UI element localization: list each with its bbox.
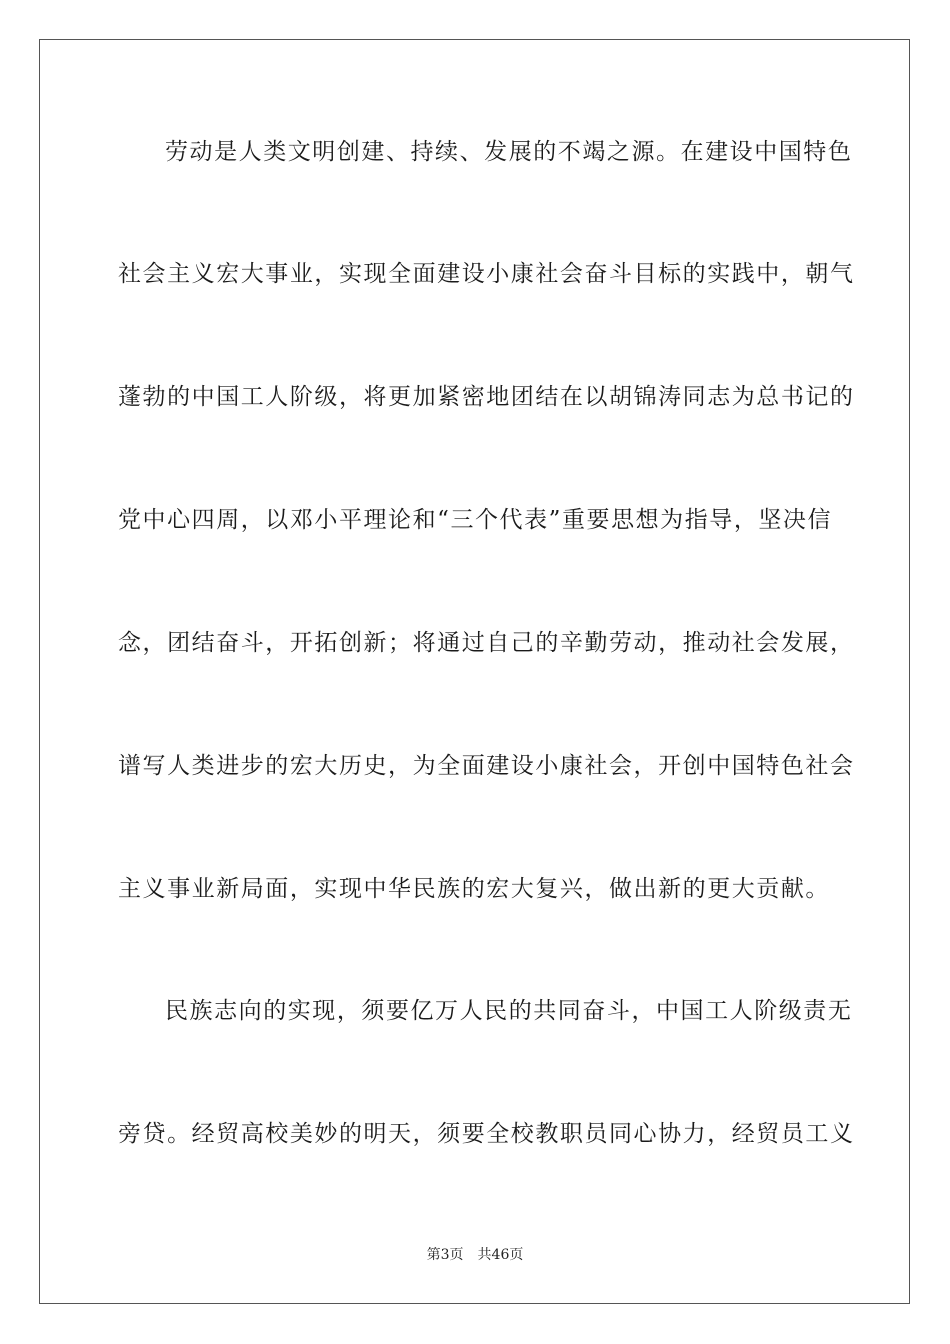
paragraph-1-line-5: 念，团结奋斗，开拓创新；将通过自己的辛勤劳动，推动社会发展， — [118, 630, 855, 656]
paragraph-1-line-2: 社会主义宏大事业，实现全面建设小康社会奋斗目标的实践中，朝气 — [118, 261, 855, 287]
paragraph-1-line-6: 谱写人类进步的宏大历史，为全面建设小康社会，开创中国特色社会 — [118, 753, 855, 779]
paragraph-2-line-2: 旁贷。经贸高校美妙的明天，须要全校教职员同心协力，经贸员工义 — [118, 1121, 855, 1147]
paragraph-1-line-4: 党中心四周，以邓小平理论和“三个代表”重要思想为指导，坚决信 — [118, 507, 833, 533]
paragraph-2-line-1: 民族志向的实现，须要亿万人民的共同奋斗，中国工人阶级责无 — [165, 998, 853, 1024]
page-frame — [39, 39, 910, 1304]
page-total: 共46页 — [477, 1247, 524, 1263]
paragraph-1-line-7: 主义事业新局面，实现中华民族的宏大复兴，做出新的更大贡献。 — [118, 876, 830, 902]
paragraph-1-line-3: 蓬勃的中国工人阶级，将更加紧密地团结在以胡锦涛同志为总书记的 — [118, 384, 855, 410]
page-number: 第3页 — [426, 1247, 464, 1263]
page-footer — [0, 1246, 950, 1264]
paragraph-1-line-1: 劳动是人类文明创建、持续、发展的不竭之源。在建设中国特色 — [165, 139, 853, 165]
